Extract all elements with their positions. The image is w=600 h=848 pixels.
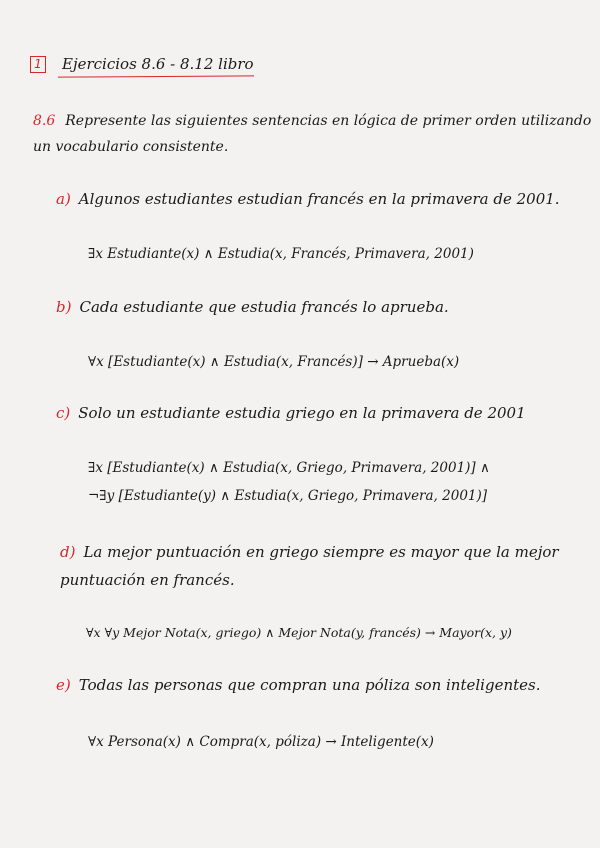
item-c-formula-line-2: ¬∃y [Estudiante(y) ∧ Estudia(x, Griego, Primavera, 2001)] <box>88 488 488 504</box>
exercise-header <box>30 52 254 76</box>
exercise-intro <box>33 108 593 160</box>
item-d-letter: d) <box>60 543 76 561</box>
item-a-sentence <box>56 190 560 208</box>
item-e-text: Todas las personas que compran una póliza son inteligentes. <box>78 676 541 694</box>
item-e-formula: ∀x Persona(x) ∧ Compra(x, póliza) → Inteligente(x) <box>88 734 434 750</box>
intro-text: Represente las siguientes sentencias en lógica de primer orden utilizando un vocabulario consistente. <box>33 113 592 155</box>
title-underline <box>58 75 254 77</box>
item-b-text: Cada estudiante que estudia francés lo aprueba. <box>79 298 449 316</box>
item-c-sentence <box>56 404 526 422</box>
item-d-formula: ∀x ∀y Mejor Nota(x, griego) ∧ Mejor Nota(y, francés) → Mayor(x, y) <box>86 625 512 640</box>
item-a-formula: ∃x Estudiante(x) ∧ Estudia(x, Francés, Primavera, 2001) <box>88 246 474 262</box>
item-e-sentence <box>56 676 540 694</box>
exercise-number-box: 1 <box>30 56 46 73</box>
item-d-sentence <box>60 538 580 594</box>
item-c-letter: c) <box>56 404 71 422</box>
exercise-subnumber: 8.6 <box>33 113 56 129</box>
item-b-formula: ∀x [Estudiante(x) ∧ Estudia(x, Francés)] → Apruebа(x) <box>88 354 460 370</box>
item-a-letter: a) <box>56 190 71 208</box>
exercise-title: Ejercicios 8.6 - 8.12 libro <box>62 55 254 73</box>
item-d-text: La mejor puntuación en griego siempre es mayor que la mejor puntuación en francés. <box>60 543 559 589</box>
item-b-letter: b) <box>56 298 72 316</box>
item-c-formula-line-1: ∃x [Estudiante(x) ∧ Estudia(x, Griego, Primavera, 2001)] ∧ <box>88 460 490 476</box>
item-e-letter: e) <box>56 676 71 694</box>
item-b-sentence <box>56 298 449 316</box>
item-a-text: Algunos estudiantes estudian francés en la primavera de 2001. <box>78 190 560 208</box>
item-c-text: Solo un estudiante estudia griego en la primavera de 2001 <box>78 404 526 422</box>
